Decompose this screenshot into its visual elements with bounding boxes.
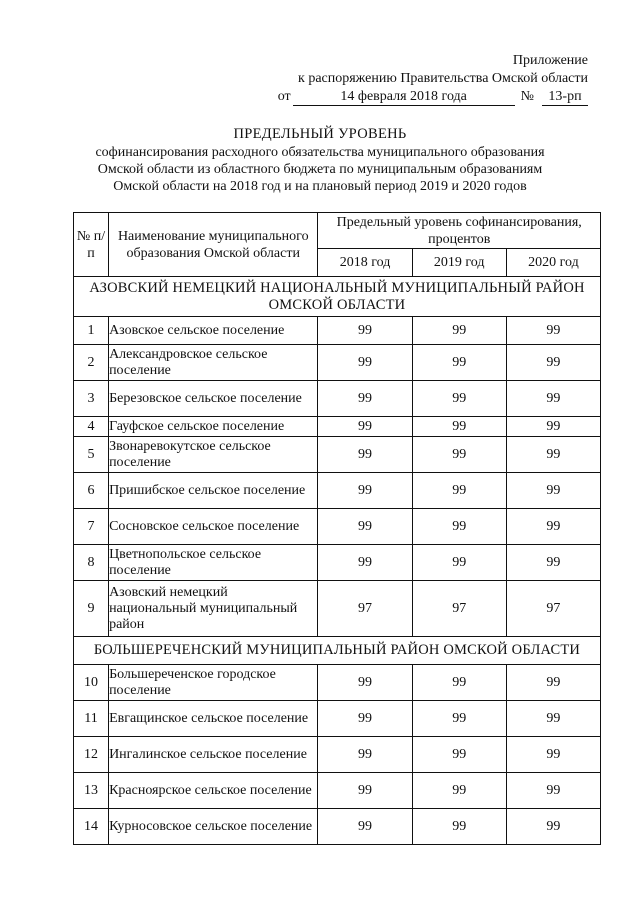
appendix-date: 14 февраля 2018 года — [293, 89, 515, 106]
value-2018: 99 — [318, 809, 412, 845]
table-row — [74, 345, 601, 381]
row-number: 1 — [74, 317, 109, 345]
municipality-name: Звонаревокутское сельское поселение — [109, 437, 318, 473]
row-number: 4 — [74, 417, 109, 437]
value-2019: 99 — [412, 665, 506, 701]
value-2019: 99 — [412, 317, 506, 345]
table-row — [74, 665, 601, 701]
municipality-name: Азовский немецкий национальный муниципальный район — [109, 581, 318, 637]
value-2019: 99 — [412, 701, 506, 737]
value-2018: 99 — [318, 773, 412, 809]
row-number: 13 — [74, 773, 109, 809]
value-2018: 97 — [318, 581, 412, 637]
section-title: АЗОВСКИЙ НЕМЕЦКИЙ НАЦИОНАЛЬНЫЙ МУНИЦИПАЛЬНЫЙ РАЙОН ОМСКОЙ ОБЛАСТИ — [74, 277, 601, 317]
value-2018: 99 — [318, 317, 412, 345]
row-number: 6 — [74, 473, 109, 509]
municipality-name: Азовское сельское поселение — [109, 317, 318, 345]
table-row — [74, 509, 601, 545]
value-2019: 99 — [412, 737, 506, 773]
title-line-3: Омской области на 2018 год и на плановый период 2019 и 2020 годов — [113, 179, 527, 194]
title-line-2: Омской области из областного бюджета по муниципальным образованиям — [97, 162, 543, 177]
header-name: Наименование муниципального образования Омской области — [109, 213, 318, 277]
value-2020: 99 — [506, 809, 600, 845]
row-number: 5 — [74, 437, 109, 473]
value-2020: 99 — [506, 473, 600, 509]
section-row — [74, 637, 601, 665]
table-row — [74, 545, 601, 581]
table-row — [74, 737, 601, 773]
value-2020: 99 — [506, 701, 600, 737]
table-row — [74, 773, 601, 809]
appendix-label: Приложение — [512, 53, 588, 68]
table-row — [74, 581, 601, 637]
table-row — [74, 701, 601, 737]
table-row — [74, 437, 601, 473]
municipality-name: Сосновское сельское поселение — [109, 509, 318, 545]
municipality-name: Евгащинское сельское поселение — [109, 701, 318, 737]
row-number: 10 — [74, 665, 109, 701]
value-2019: 99 — [412, 437, 506, 473]
value-2018: 99 — [318, 545, 412, 581]
value-2020: 99 — [506, 737, 600, 773]
table-row — [74, 473, 601, 509]
page-title: ПРЕДЕЛЬНЫЙ УРОВЕНЬ — [233, 126, 407, 142]
value-2020: 99 — [506, 437, 600, 473]
table-row — [74, 809, 601, 845]
row-number: 7 — [74, 509, 109, 545]
value-2018: 99 — [318, 509, 412, 545]
value-2019: 99 — [412, 509, 506, 545]
appendix-number-label: № — [520, 89, 534, 104]
row-number: 8 — [74, 545, 109, 581]
value-2019: 99 — [412, 473, 506, 509]
value-2020: 99 — [506, 317, 600, 345]
value-2018: 99 — [318, 737, 412, 773]
value-2020: 97 — [506, 581, 600, 637]
value-2020: 99 — [506, 773, 600, 809]
municipality-name: Александровское сельское поселение — [109, 345, 318, 381]
row-number: 3 — [74, 381, 109, 417]
table-row — [74, 417, 601, 437]
header-year-2019: 2019 год — [412, 249, 506, 277]
municipality-name: Гауфское сельское поселение — [109, 417, 318, 437]
document-title — [40, 126, 600, 195]
value-2020: 99 — [506, 417, 600, 437]
municipality-name: Большереченское городское поселение — [109, 665, 318, 701]
table-row — [74, 381, 601, 417]
municipality-name: Курносовское сельское поселение — [109, 809, 318, 845]
row-number: 14 — [74, 809, 109, 845]
row-number: 9 — [74, 581, 109, 637]
value-2018: 99 — [318, 381, 412, 417]
municipality-name: Пришибское сельское поселение — [109, 473, 318, 509]
header-level: Предельный уровень софинансирования, процентов — [318, 213, 601, 249]
municipality-name: Ингалинское сельское поселение — [109, 737, 318, 773]
value-2019: 99 — [412, 345, 506, 381]
appendix-from-label: от — [277, 89, 291, 104]
value-2018: 99 — [318, 473, 412, 509]
value-2018: 99 — [318, 665, 412, 701]
municipality-name: Цветнопольское сельское поселение — [109, 545, 318, 581]
value-2020: 99 — [506, 345, 600, 381]
value-2019: 97 — [412, 581, 506, 637]
appendix-order-ref: к распоряжению Правительства Омской области — [298, 71, 588, 86]
value-2018: 99 — [318, 345, 412, 381]
value-2020: 99 — [506, 509, 600, 545]
appendix-block — [278, 52, 588, 106]
header-num: № п/п — [74, 213, 109, 277]
section-title: БОЛЬШЕРЕЧЕНСКИЙ МУНИЦИПАЛЬНЫЙ РАЙОН ОМСКОЙ ОБЛАСТИ — [74, 637, 601, 665]
municipality-name: Красноярское сельское поселение — [109, 773, 318, 809]
cofinancing-table — [73, 212, 601, 845]
title-line-1: софинансирования расходного обязательства муниципального образования — [95, 145, 545, 160]
value-2019: 99 — [412, 381, 506, 417]
row-number: 2 — [74, 345, 109, 381]
value-2018: 99 — [318, 437, 412, 473]
table-body — [74, 277, 601, 845]
value-2019: 99 — [412, 417, 506, 437]
value-2018: 99 — [318, 701, 412, 737]
table-row — [74, 317, 601, 345]
appendix-number: 13-рп — [542, 89, 588, 106]
header-year-2018: 2018 год — [318, 249, 412, 277]
section-row — [74, 277, 601, 317]
value-2019: 99 — [412, 773, 506, 809]
row-number: 12 — [74, 737, 109, 773]
value-2020: 99 — [506, 545, 600, 581]
value-2018: 99 — [318, 417, 412, 437]
value-2020: 99 — [506, 665, 600, 701]
value-2020: 99 — [506, 381, 600, 417]
municipality-name: Березовское сельское поселение — [109, 381, 318, 417]
header-year-2020: 2020 год — [506, 249, 600, 277]
value-2019: 99 — [412, 809, 506, 845]
value-2019: 99 — [412, 545, 506, 581]
appendix-date-line — [278, 88, 588, 106]
row-number: 11 — [74, 701, 109, 737]
